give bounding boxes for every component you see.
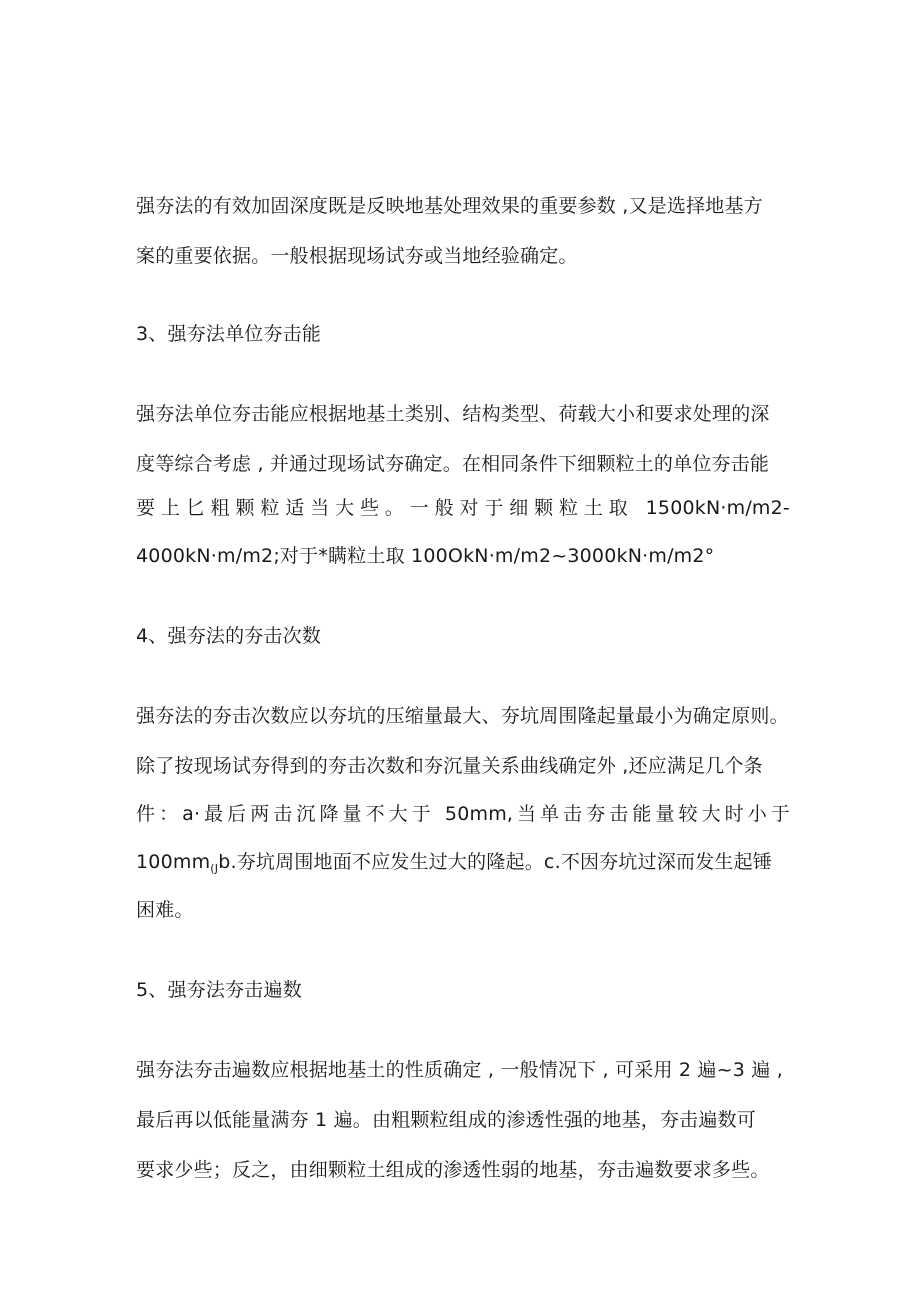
section-4-line-4-sub: (J: [210, 862, 219, 875]
section-4-line-4-end: b.夯坑周围地面不应发生过大的隆起。c.不因夯坑过深而发生起锤: [218, 851, 773, 873]
section-3-heading: 3、强夯法单位夯击能: [136, 323, 322, 345]
section-3-line-1: 强夯法单位夯击能应根据地基土类别、结构类型、荷载大小和要求处理的深: [136, 403, 770, 425]
section-3-line-3: 要上匕粗颗粒适当大些。一般对于细颗粒土取 1500kN·m/m2-: [136, 497, 790, 519]
section-4-line-5: 困难。: [136, 899, 194, 921]
section-4-line-3: 件：a·最后两击沉降量不大于 50mm,当单击夯击能量较大时小于: [136, 803, 790, 825]
section-5-heading: 5、强夯法夯击遍数: [136, 979, 302, 1001]
intro-line-2: 案的重要依据。一般根据现场试夯或当地经验确定。: [136, 245, 578, 267]
section-5-line-3: 要求少些；反之，由细颗粒土组成的渗透性弱的地基，夯击遍数要求多些。: [136, 1159, 770, 1181]
section-4-line-1: 强夯法的夯击次数应以夯坑的压缩量最大、夯坑周围隆起量最小为确定原则。: [136, 705, 789, 727]
intro-line-1: 强夯法的有效加固深度既是反映地基处理效果的重要参数 ,又是选择地基方: [136, 195, 763, 217]
section-4-heading: 4、强夯法的夯击次数: [136, 625, 322, 647]
section-3-line-4: 4000kN·m∕m2;对于*瞒粒土取 100OkN·m∕m2~3000kN·m∕m2°: [136, 545, 715, 567]
section-4-line-4: [136, 849, 772, 882]
section-5-line-2: 最后再以低能量满夯 1 遍。由粗颗粒组成的渗透性强的地基，夯击遍数可: [136, 1109, 756, 1131]
section-5-line-1: 强夯法夯击遍数应根据地基土的性质确定 , 一般情况下 , 可采用 2 遍~3 遍 ,: [136, 1059, 783, 1081]
section-3-line-2: 度等综合考虑 , 并通过现场试夯确定。在相同条件下细颗粒土的单位夯击能: [136, 453, 770, 475]
section-4-line-4-start: 100mm: [136, 851, 211, 873]
section-4-line-2: 除了按现场试夯得到的夯击次数和夯沉量关系曲线确定外 ,还应满足几个条: [136, 755, 763, 777]
